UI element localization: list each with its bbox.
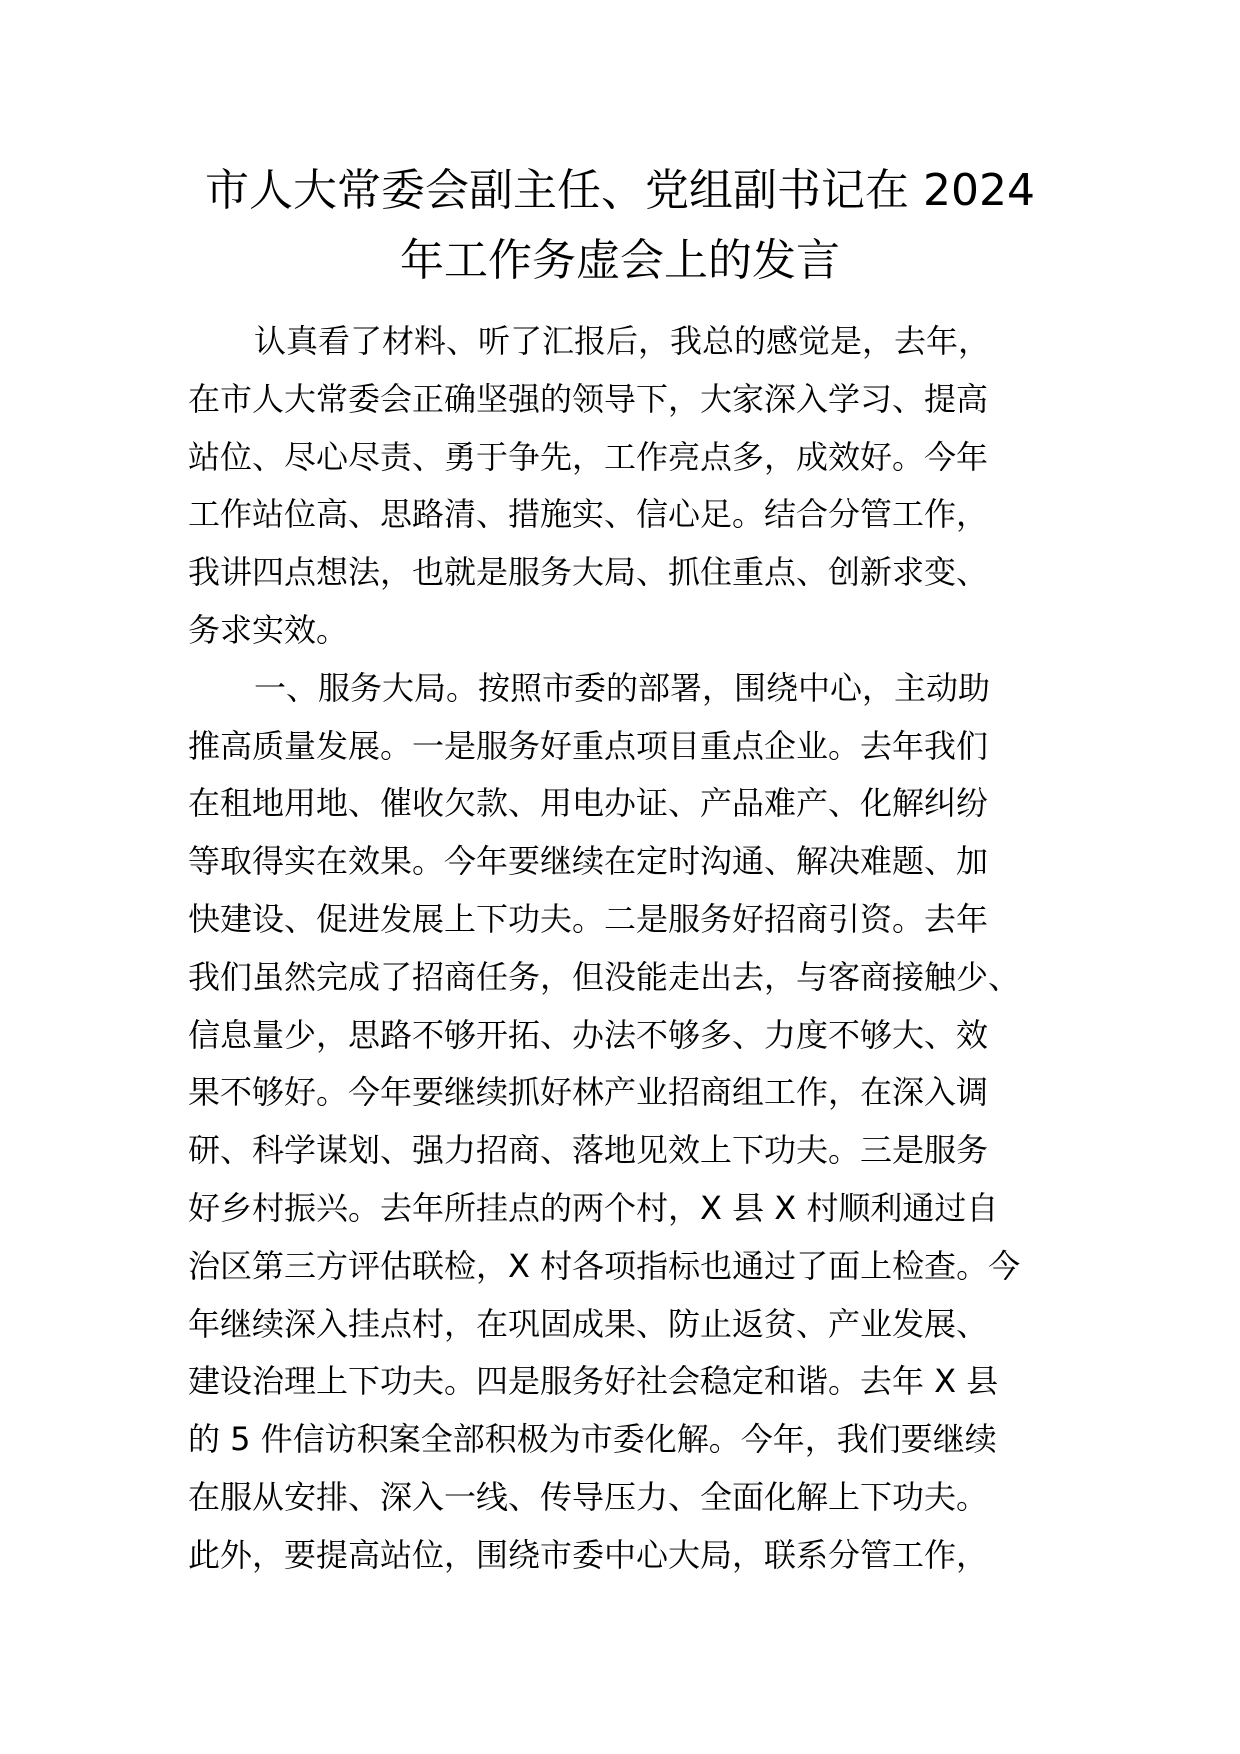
- text-line: 我讲四点想法，也就是服务大局、抓住重点、创新求变、: [188, 553, 989, 592]
- text-line: 一、服务大局。按照市委的部署，围绕中心，主动助: [254, 668, 991, 707]
- text-line: 信息量少，思路不够开拓、办法不够多、力度不够大、效: [188, 1015, 989, 1054]
- text-line: 等取得实在效果。今年要继续在定时沟通、解决难题、加: [188, 842, 989, 881]
- text-line: 工作站位高、思路清、措施实、信心足。结合分管工作，: [188, 495, 989, 534]
- text-line: 研、科学谋划、强力招商、落地见效上下功夫。三是服务: [188, 1131, 989, 1170]
- title-line: 年工作务虚会上的发言: [400, 235, 840, 286]
- text-line: 我们虽然完成了招商任务，但没能走出去，与客商接触少、: [188, 957, 1021, 996]
- text-line: 此外，要提高站位，围绕市委中心大局，联系分管工作，: [188, 1535, 989, 1574]
- document-body: [188, 313, 1068, 1585]
- text-line: 推高质量发展。一是服务好重点项目重点企业。去年我们: [188, 726, 989, 765]
- text-line: 建设治理上下功夫。四是服务好社会稳定和谐。去年 X 县: [188, 1362, 999, 1401]
- title-line: 市人大常委会副主任、党组副书记在 2024: [205, 165, 1035, 216]
- text-line: 在租地用地、催收欠款、用电办证、产品难产、化解纠纷: [188, 784, 989, 823]
- text-line: 年继续深入挂点村，在巩固成果、防止返贫、产业发展、: [188, 1304, 989, 1343]
- text-line: 快建设、促进发展上下功夫。二是服务好招商引资。去年: [188, 899, 989, 938]
- paragraph-intro: [188, 313, 1068, 660]
- text-line: 认真看了材料、听了汇报后，我总的感觉是，去年，: [254, 322, 991, 360]
- text-line: 好乡村振兴。去年所挂点的两个村，X 县 X 村顺利通过自: [188, 1188, 999, 1227]
- text-line: 在服从安排、深入一线、传导压力、全面化解上下功夫。: [188, 1477, 989, 1516]
- text-line: 治区第三方评估联检，X 村各项指标也通过了面上检查。今: [188, 1246, 1021, 1285]
- text-line: 的 5 件信访积案全部积极为市委化解。今年，我们要继续: [188, 1420, 997, 1459]
- document-title: [160, 156, 1080, 296]
- text-line: 务求实效。: [188, 610, 349, 649]
- text-line: 站位、尽心尽责、勇于争先，工作亮点多，成效好。今年: [188, 437, 989, 476]
- paragraph-section-1: [188, 660, 1068, 1585]
- text-line: 果不够好。今年要继续抓好林产业招商组工作，在深入调: [188, 1073, 989, 1112]
- text-line: 在市人大常委会正确坚强的领导下，大家深入学习、提高: [188, 379, 989, 418]
